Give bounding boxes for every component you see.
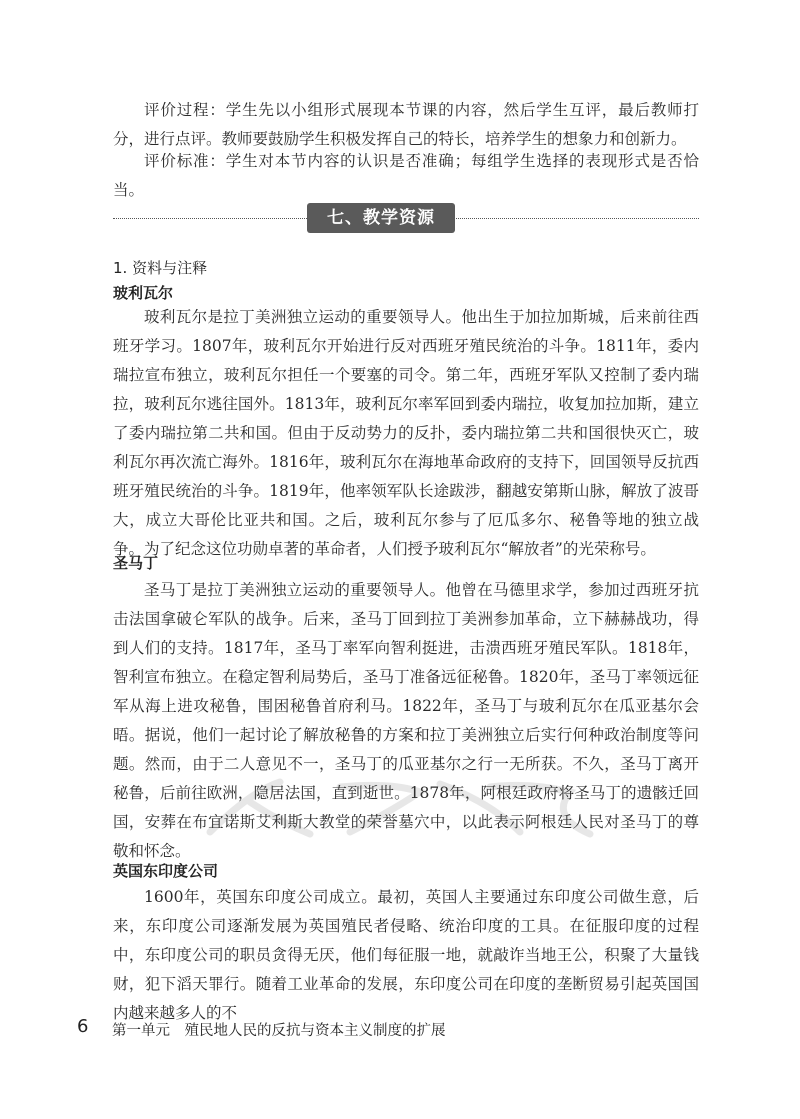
evaluation-standard-paragraph: 评价标准：学生对本节内容的认识是否准确；每组学生选择的表现形式是否恰当。 xyxy=(113,152,699,199)
evaluation-process-paragraph: 评价过程：学生先以小组形式展现本节课的内容，然后学生互评，最后教师打分，进行点评。教师要鼓励学生积极发挥自己的特长，培养学生的想象力和创新力。 xyxy=(113,101,699,148)
subsection-title: 1. 资料与注释 xyxy=(113,259,208,277)
entry-body-bolivar: 玻利瓦尔是拉丁美洲独立运动的重要领导人。他出生于加拉加斯城，后来前往西班牙学习。1807年，玻利瓦尔开始进行反对西班牙殖民统治的斗争。1811年，委内瑞拉宣布独立，玻利瓦尔担任一个要塞的司令。第二年，西班牙军队又控制了委内瑞拉，玻利瓦尔逃往国外。1813年，玻利瓦尔率军回到委内瑞拉，收复加拉加斯，建立了委内瑞拉第二共和国。但由于反动势力的反扑，委内瑞拉第二共和国很快灭亡，玻利瓦尔再次流亡海外。1816年，玻利瓦尔在海地革命政府的支持下，回国领导反抗西班牙殖民统治的斗争。1819年，他率领军队长途跋涉，翻越安第斯山脉，解放了波哥大，成立大哥伦比亚共和国。之后，玻利瓦尔参与了厄瓜多尔、秘鲁等地的独立战争。为了纪念这位功勋卓著的革命者，人们授予玻利瓦尔“解放者”的光荣称号。 xyxy=(113,308,699,558)
entry-heading-bolivar: 玻利瓦尔 xyxy=(113,284,174,302)
entry-body-san-martin: 圣马丁是拉丁美洲独立运动的重要领导人。他曾在马德里求学，参加过西班牙抗击法国拿破仑军队的战争。后来，圣马丁回到拉丁美洲参加革命，立下赫赫战功，得到人们的支持。1817年，圣马丁率军向智利挺进，击溃西班牙殖民军队。1818年，智利宣布独立。在稳定智利局势后，圣马丁准备远征秘鲁。1820年，圣马丁率领远征军从海上进攻秘鲁，围困秘鲁首府利马。1822年，圣马丁与玻利瓦尔在瓜亚基尔会晤。据说，他们一起讨论了解放秘鲁的方案和拉丁美洲独立后实行何种政治制度等问题。然而，由于二人意见不一，圣马丁的瓜亚基尔之行一无所获。不久，圣马丁离开秘鲁，后前往欧洲，隐居法国，直到逝世。1878年，阿根廷政府将圣马丁的遗骸迁回国，安葬在布宜诺斯艾利斯大教堂的荣誉墓穴中，以此表示阿根廷人民对圣马丁的尊敬和怀念。 xyxy=(113,581,699,860)
watermark-logo xyxy=(190,772,630,842)
entry-body-east-india-company: 1600年，英国东印度公司成立。最初，英国人主要通过东印度公司做生意，后来，东印度公司逐渐发展为英国殖民者侵略、统治印度的工具。在征服印度的过程中，东印度公司的职员贪得无厌，他们每征服一地，就敲诈当地王公，积聚了大量钱财，犯下滔天罪行。随着工业革命的发展，东印度公司在印度的垄断贸易引起英国国内越来越多人的不 xyxy=(113,888,699,1022)
page-number: 6 xyxy=(77,1016,89,1037)
entry-heading-east-india-company: 英国东印度公司 xyxy=(113,862,219,880)
running-footer-unit-title: 第一单元 殖民地人民的反抗与资本主义制度的扩展 xyxy=(112,1023,446,1039)
section-title-banner: 七、教学资源 xyxy=(307,203,455,233)
entry-heading-san-martin: 圣马丁 xyxy=(113,554,159,572)
